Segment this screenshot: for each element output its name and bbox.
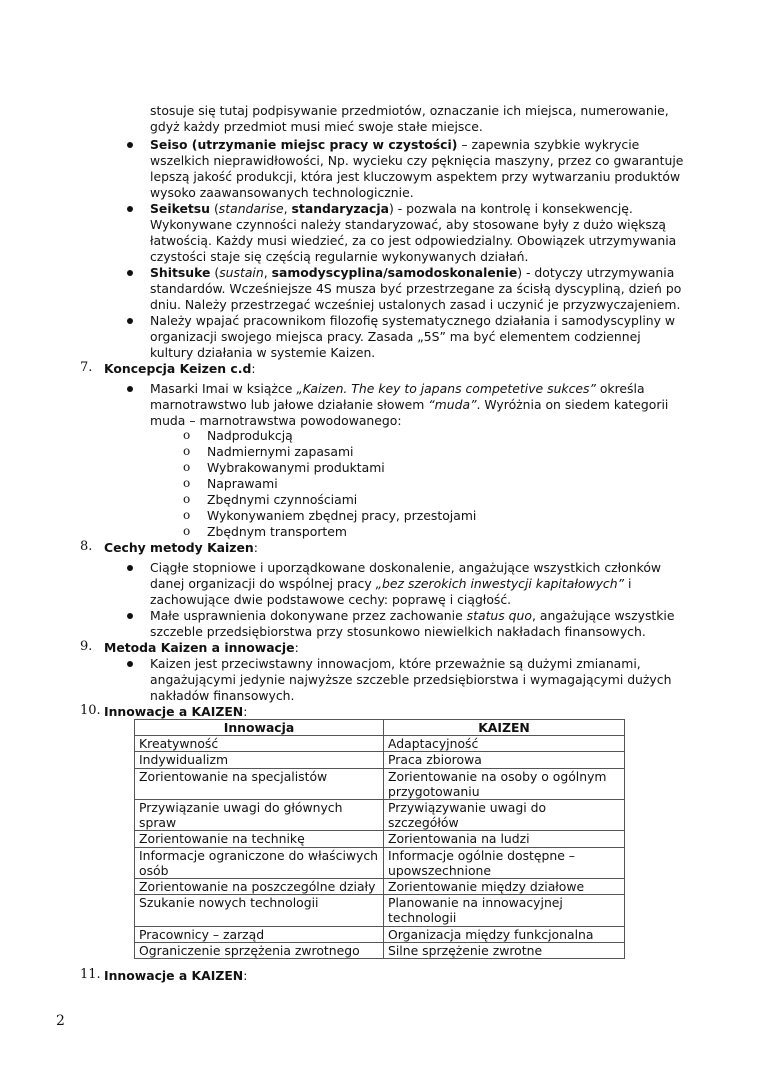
circle-bullet-icon: o — [183, 508, 191, 522]
paragraph-line: marnotrawstwo lub jałowe działanie słowem “muda”. Wyróżnia on siedem kategorii — [150, 397, 669, 412]
circle-bullet-icon: o — [183, 428, 191, 442]
paragraph-line: stosuje się tutaj podpisywanie przedmiotów, oznaczanie ich miejsca, numerowanie, — [150, 103, 669, 118]
table-cell: Przywiązywanie uwagi do szczegółów — [384, 800, 625, 831]
bullet-icon — [127, 661, 133, 667]
circle-bullet-icon: o — [183, 492, 191, 506]
paragraph-line: Należy wpajać pracownikom filozofię systematycznego działania i samodyscypliny w — [150, 313, 676, 328]
paragraph-line: gdyż każdy przedmiot musi mieć swoje stałe miejsce. — [150, 119, 483, 134]
paragraph-line: Masarki Imai w książce „Kaizen. The key to japans competetive sukces” określa — [150, 381, 645, 396]
paragraph-line: wysoko zaawansowanych technologicznie. — [150, 185, 414, 200]
bullet-icon — [127, 565, 133, 571]
table-row — [135, 800, 625, 831]
term-seiso: Seiso (utrzymanie miejsc pracy w czystości) — [150, 137, 458, 152]
section-number: 11. — [80, 967, 101, 982]
bullet-icon — [127, 386, 133, 392]
table-row — [135, 895, 625, 926]
circle-bullet-icon: o — [183, 476, 191, 490]
table-cell: Szukanie nowych technologii — [135, 895, 384, 926]
list-subitem: Naprawami — [207, 476, 278, 491]
table-row — [135, 768, 625, 799]
table-cell: Pracownicy – zarząd — [135, 926, 384, 942]
bullet-icon — [127, 142, 133, 148]
table-header-row — [135, 720, 625, 736]
bullet-icon — [127, 270, 133, 276]
list-item-shitsuke: Shitsuke (sustain, samodyscyplina/samodoskonalenie) - dotyczy utrzymywania — [150, 265, 675, 280]
section-number: 10. — [80, 703, 101, 718]
circle-bullet-icon: o — [183, 444, 191, 458]
section-heading-11: Innowacje a KAIZEN: — [104, 968, 248, 983]
table-cell: Zorientowanie na specjalistów — [135, 768, 384, 799]
bullet-icon — [127, 318, 133, 324]
paragraph-line: standardów. Wcześniejsze 4S musza być przestrzegane za ścisłą dyscypliną, dzień po — [150, 281, 682, 296]
list-subitem: Zbędnym transportem — [207, 524, 347, 539]
table-cell: Przywiązanie uwagi do głównych spraw — [135, 800, 384, 831]
section-heading-10: Innowacje a KAIZEN: — [104, 704, 248, 719]
table-row — [135, 926, 625, 942]
term-shitsuke: Shitsuke — [150, 265, 211, 280]
table-cell: Planowanie na innowacyjnej technologii — [384, 895, 625, 926]
table-row — [135, 752, 625, 768]
table-cell: Indywidualizm — [135, 752, 384, 768]
list-item-seiketsu: Seiketsu (standarise, standaryzacja) - pozwala na kontrolę i konsekwencję. — [150, 201, 633, 216]
paragraph-line: dniu. Należy przestrzegać wcześniej ustalonych zasad i uczynić je przyzwyczajeniem. — [150, 297, 681, 312]
table-row — [135, 847, 625, 878]
table-cell: Zorientowanie na poszczególne działy — [135, 879, 384, 895]
paragraph-line: lepszą jakość produkcji, która jest kluczowym aspektem przy wytwarzaniu produktów — [150, 169, 681, 184]
section-number: 9. — [80, 639, 93, 654]
paragraph-line: Ciągłe stopniowe i uporządkowane doskonalenie, angażujące wszystkich członków — [150, 560, 662, 575]
table-cell: Kreatywność — [135, 736, 384, 752]
bullet-icon — [127, 613, 133, 619]
table-cell: Zorientowania na ludzi — [384, 831, 625, 847]
section-heading-7: Koncepcja Keizen c.d: — [104, 361, 256, 376]
paragraph-line: Małe usprawnienia dokonywane przez zachowanie status quo, angażujące wszystkie — [150, 608, 675, 623]
term-seiketsu: Seiketsu — [150, 201, 211, 216]
circle-bullet-icon: o — [183, 460, 191, 474]
table-row — [135, 942, 625, 958]
list-subitem: Zbędnymi czynnościami — [207, 492, 358, 507]
list-item-seiso: Seiso (utrzymanie miejsc pracy w czystości) – zapewnia szybkie wykrycie — [150, 137, 640, 152]
table-row — [135, 736, 625, 752]
section-heading-8: Cechy metody Kaizen: — [104, 540, 258, 555]
table-cell: Adaptacyjność — [384, 736, 625, 752]
section-number: 8. — [80, 539, 93, 554]
paragraph-line: organizacji swojego miejsca pracy. Zasada „5S” ma być elementem codziennej — [150, 329, 641, 344]
column-header: KAIZEN — [384, 720, 625, 736]
table-row — [135, 879, 625, 895]
bullet-icon — [127, 206, 133, 212]
table-cell: Zorientowanie na technikę — [135, 831, 384, 847]
list-subitem: Nadprodukcją — [207, 428, 293, 443]
comparison-table — [134, 719, 625, 959]
table-cell: Ograniczenie sprzężenia zwrotnego — [135, 942, 384, 958]
table-row — [135, 831, 625, 847]
paragraph-line: nakładów finansowych. — [150, 688, 295, 703]
list-subitem: Nadmiernymi zapasami — [207, 444, 354, 459]
paragraph-line: kultury działania w systemie Kaizen. — [150, 345, 376, 360]
table-cell: Praca zbiorowa — [384, 752, 625, 768]
table-cell: Organizacja między funkcjonalna — [384, 926, 625, 942]
paragraph-line: szczeble przedsiębiorstwa przy stosunkowo niewielkich nakładach finansowych. — [150, 624, 646, 639]
table-cell: Informacje ogólnie dostępne – upowszechnione — [384, 847, 625, 878]
page-number: 2 — [56, 1013, 65, 1029]
list-subitem: Wykonywaniem zbędnej pracy, przestojami — [207, 508, 477, 523]
table-cell: Silne sprzężenie zwrotne — [384, 942, 625, 958]
column-header: Innowacja — [135, 720, 384, 736]
table-cell: Informacje ograniczone do właściwych osób — [135, 847, 384, 878]
section-number: 7. — [80, 360, 93, 375]
table-cell: Zorientowanie między działowe — [384, 879, 625, 895]
paragraph-line: Kaizen jest przeciwstawny innowacjom, które przeważnie są dużymi zmianami, — [150, 656, 641, 671]
paragraph-line: muda – marnotrawstwa powodowanego: — [150, 413, 402, 428]
paragraph-line: czystości staje się częścią regularnie wykonywanych działań. — [150, 249, 529, 264]
paragraph-line: łatwością. Każdy musi wiedzieć, za co jest odpowiedzialny. Obowiązek utrzymywania — [150, 233, 677, 248]
section-heading-9: Metoda Kaizen a innowacje: — [104, 640, 299, 655]
list-subitem: Wybrakowanymi produktami — [207, 460, 385, 475]
circle-bullet-icon: o — [183, 524, 191, 538]
paragraph-line: zachowujące dwie podstawowe cechy: poprawę i ciągłość. — [150, 592, 512, 607]
paragraph-line: wszelkich nieprawidłowości, Np. wycieku czy pęknięcia maszyny, przez co gwarantuje — [150, 153, 684, 168]
paragraph-line: angażującymi jedynie najwyższe szczeble przedsiębiorstwa i wymagającymi dużych — [150, 672, 672, 687]
paragraph-line: Wykonywane czynności należy standaryzować, aby stosowane były z dużo większą — [150, 217, 666, 232]
paragraph-line: danej organizacji do wspólnej pracy „bez szerokich inwestycji kapitałowych” i — [150, 576, 632, 591]
table-cell: Zorientowanie na osoby o ogólnym przygotowaniu — [384, 768, 625, 799]
